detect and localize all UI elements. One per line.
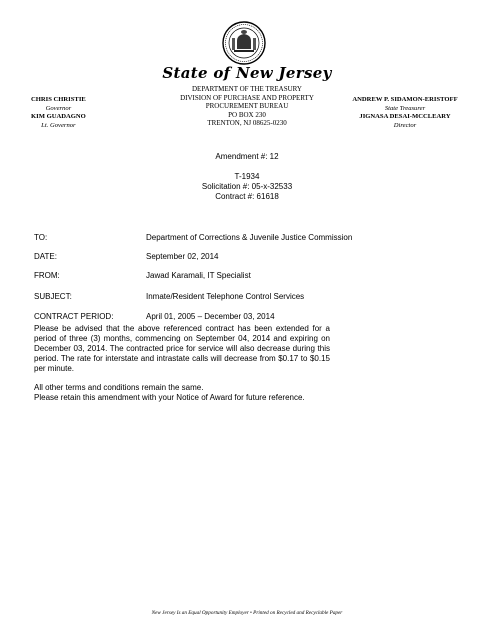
- memo-date-value: September 02, 2014: [146, 252, 219, 261]
- contract-number: Contract #: 61618: [215, 192, 279, 201]
- solicitation-number: Solicitation #: 05-x-32533: [201, 182, 293, 191]
- closing-line-terms: All other terms and conditions remain the same.: [34, 383, 204, 392]
- memo-period-label: CONTRACT PERIOD:: [34, 312, 114, 321]
- lt-governor-title: Lt. Governor: [41, 121, 76, 129]
- memo-period-value: April 01, 2005 – December 03, 2014: [146, 312, 275, 321]
- department-line: DEPARTMENT OF THE TREASURY: [192, 85, 302, 93]
- state-title: State of New Jersey: [162, 64, 332, 82]
- memo-to-label: TO:: [34, 233, 48, 242]
- bureau-line: PROCUREMENT BUREAU: [205, 102, 289, 111]
- memo-from-value: Jawad Karamali, IT Specialist: [146, 271, 251, 280]
- term-number: T-1934: [234, 172, 260, 181]
- closing-lines: [34, 383, 305, 403]
- po-box-line: PO BOX 230: [228, 110, 266, 119]
- director-title: Director: [393, 121, 417, 129]
- division-line: DIVISION OF PURCHASE AND PROPERTY: [180, 93, 314, 102]
- treasurer-name: ANDREW P. SIDAMON-ERISTOFF: [352, 96, 458, 103]
- memo-subject-value: Inmate/Resident Telephone Control Services: [146, 292, 305, 301]
- department-address: [147, 85, 347, 128]
- director-name: JIGNASA DESAI-MCCLEARY: [359, 113, 451, 121]
- amendment-number: Amendment #: 12: [215, 152, 279, 161]
- memo-to-value: Department of Corrections & Juvenile Justice Commission: [146, 233, 353, 242]
- governor-name: CHRIS CHRISTIE: [31, 96, 86, 103]
- treasurer-block: [348, 96, 462, 130]
- treasurer-title: State Treasurer: [384, 104, 426, 112]
- closing-line-retain: Please retain this amendment with your Notice of Award for future reference.: [34, 393, 305, 402]
- page-footer: New Jersey Is an Equal Opportunity Employer • Printed on Recycled and Recyclable Paper: [151, 610, 343, 616]
- extension-paragraph: Please be advised that the above referenced contract has been extended for a period of three (3) months, commencing on September 04, 2014 and expiring on December 03, 2014. The contracted price for service will also decrease during this period. The rate for interstate and intrastate calls will decrease from $0.17 to $0.15 per minute.: [34, 324, 330, 373]
- memo-subject-label: SUBJECT:: [34, 292, 72, 301]
- reference-numbers: [0, 152, 494, 202]
- state-seal: [222, 21, 266, 65]
- governor-block: [31, 96, 86, 130]
- memo-from-label: FROM:: [34, 271, 60, 280]
- memo-date-label: DATE:: [34, 252, 57, 261]
- lt-governor-name: KIM GUADAGNO: [31, 113, 86, 121]
- body-paragraph: [34, 324, 330, 374]
- governor-title: Governor: [45, 104, 72, 112]
- city-line: TRENTON, NJ 08625-0230: [207, 119, 287, 128]
